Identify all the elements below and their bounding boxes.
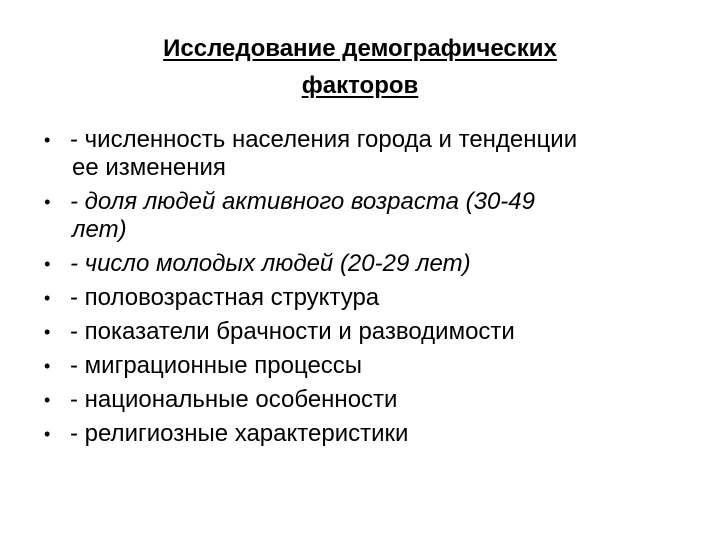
list-item [44, 420, 684, 448]
bullet-icon: • [44, 130, 51, 150]
list-item-text: - число молодых людей (20-29 лет) [70, 250, 471, 277]
list-item-text: - численность населения города и тенденции [70, 126, 578, 153]
title-line-2: факторов [301, 72, 419, 99]
bullet-icon: • [44, 288, 51, 308]
title-line-1: Исследование демографических [163, 35, 557, 62]
list-item [44, 318, 684, 346]
bullet-icon: • [44, 322, 51, 342]
list-item-text: - религиозные характеристики [70, 420, 409, 447]
list-item [44, 284, 684, 312]
bullet-icon: • [44, 356, 51, 376]
bullet-list [44, 126, 684, 454]
list-item-text: - показатели брачности и разводимости [70, 318, 515, 345]
list-item [44, 126, 684, 182]
list-item [44, 188, 684, 244]
list-item-text: - половозрастная структура [70, 284, 380, 311]
list-item-text: - доля людей активного возраста (30-49 [70, 188, 535, 215]
list-item-text-continued: ее изменения [72, 154, 226, 181]
list-item [44, 352, 684, 380]
bullet-icon: • [44, 390, 51, 410]
bullet-icon: • [44, 424, 51, 444]
bullet-icon: • [44, 192, 51, 212]
list-item-text-continued: лет) [72, 216, 127, 243]
list-item [44, 250, 684, 278]
list-item-text: - национальные особенности [70, 386, 398, 413]
list-item-text: - миграционные процессы [70, 352, 363, 379]
bullet-icon: • [44, 254, 51, 274]
slide-title [60, 30, 660, 104]
list-item [44, 386, 684, 414]
